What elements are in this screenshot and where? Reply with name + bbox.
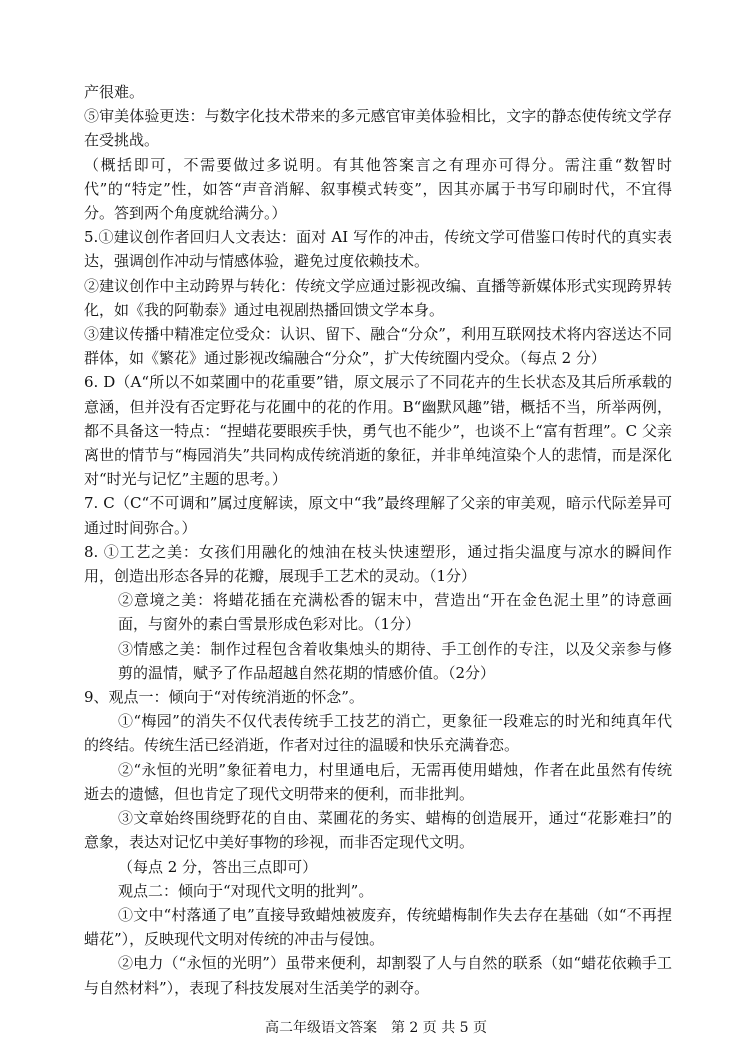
paragraph: ②电力（“永恒的光明”）虽带来便利，却割裂了人与自然的联系（如“蜡花依赖手工与自然材料”），表现了科技发展对生活美学的剥夺。 bbox=[84, 954, 672, 997]
paragraph: 产很难。 bbox=[84, 83, 145, 101]
paragraph: ③情感之美：制作过程包含着收集烛头的期待、手工创作的专注，以及父亲参与修剪的温情，赋予了作品超越自然花期的情感价值。（2分） bbox=[118, 639, 672, 682]
page-footer: 高二年级语文答案 第 2 页 共 5 页 bbox=[264, 1020, 488, 1036]
paragraph: 6. D（A“所以不如菜圃中的花重要”错，原文展示了不同花卉的生长状态及其后所承载的意涵，但并没有否定野花与花圃中的花的作用。B“幽默风趣”错，概括不当，所举两例，都不具备这一特点：“捏蜡花要眼疾手快，勇气也不能少”，也谈不上“富有哲理”。C 父亲离世的情节与“梅园消失”共同构成传统消逝的象征，并非单纯渲染个人的悲情，而是深化对“时光与记忆”主题的思考。） bbox=[84, 373, 672, 489]
paragraph: ②建议创作中主动跨界与转化：传统文学应通过影视改编、直播等新媒体形式实现跨界转化，如《我的阿勒泰》通过电视剧热播回馈文学本身。 bbox=[84, 276, 672, 319]
paragraph: 8. ①工艺之美：女孩们用融化的烛油在枝头快速塑形，通过指尖温度与凉水的瞬间作用，创造出形态各异的花瓣，展现手工艺术的灵动。（1分） bbox=[84, 542, 672, 586]
paragraph: ①文中“村落通了电”直接导致蜡烛被废弃，传统蜡梅制作失去存在基础（如“不再捏蜡花”），反映现代文明对传统的冲击与侵蚀。 bbox=[84, 905, 672, 949]
paragraph: ①“梅园”的消失不仅代表传统手工技艺的消亡，更象征一段难忘的时光和纯真年代的终结。传统生活已经消逝，作者对过往的温暖和快乐充满眷恋。 bbox=[84, 712, 672, 755]
paragraph: ⑤审美体验更迭：与数字化技术带来的多元感官审美体验相比，文字的静态使传统文学存在受挑战。 bbox=[84, 107, 672, 150]
paragraph: 观点二：倾向于“对现代文明的批判”。 bbox=[118, 881, 374, 900]
paragraph: ③文章始终围绕野花的自由、菜圃花的务实、蜡梅的创造展开，通过“花影难扫”的意象，表达对记忆中美好事物的珍视，而非否定现代文明。 bbox=[84, 809, 672, 852]
paragraph: ③建议传播中精准定位受众：认识、留下、融合“分众”，利用互联网技术将内容送达不同群体，如《繁花》通过影视改编融合“分众”，扩大传统圈内受众。（每点 2 分） bbox=[84, 325, 672, 368]
paragraph: （概括即可，不需要做过多说明。有其他答案言之有理亦可得分。需注重“数智时代”的“特定”性，如答“声音消解、叙事模式转变”，因其亦属于书写印刷时代，不宜得分。答到两个角度就给满分。） bbox=[84, 155, 672, 223]
paragraph: ②“永恒的光明”象征着电力，村里通电后，无需再使用蜡烛，作者在此虽然有传统逝去的遗憾，但也肯定了现代文明带来的便利，而非批判。 bbox=[84, 760, 672, 803]
paragraph: ②意境之美：将蜡花插在充满松香的锯末中，营造出“开在金色泥土里”的诗意画面，与窗外的素白雪景形成色彩对比。（1分） bbox=[118, 591, 672, 634]
paragraph: （每点 2 分，答出三点即可） bbox=[118, 857, 318, 876]
document-body bbox=[84, 80, 672, 1000]
paragraph: 7. C（C“不可调和”属过度解读，原文中“我”最终理解了父亲的审美观，暗示代际差异可通过时间弥合。） bbox=[84, 494, 672, 537]
paragraph: 9、观点一：倾向于“对传统消逝的怀念”。 bbox=[84, 688, 364, 707]
paragraph: 5.①建议创作者回归人文表达：面对 AI 写作的冲击，传统文学可借鉴口传时代的真实表达，强调创作冲动与情感体验，避免过度依赖技术。 bbox=[84, 228, 672, 271]
